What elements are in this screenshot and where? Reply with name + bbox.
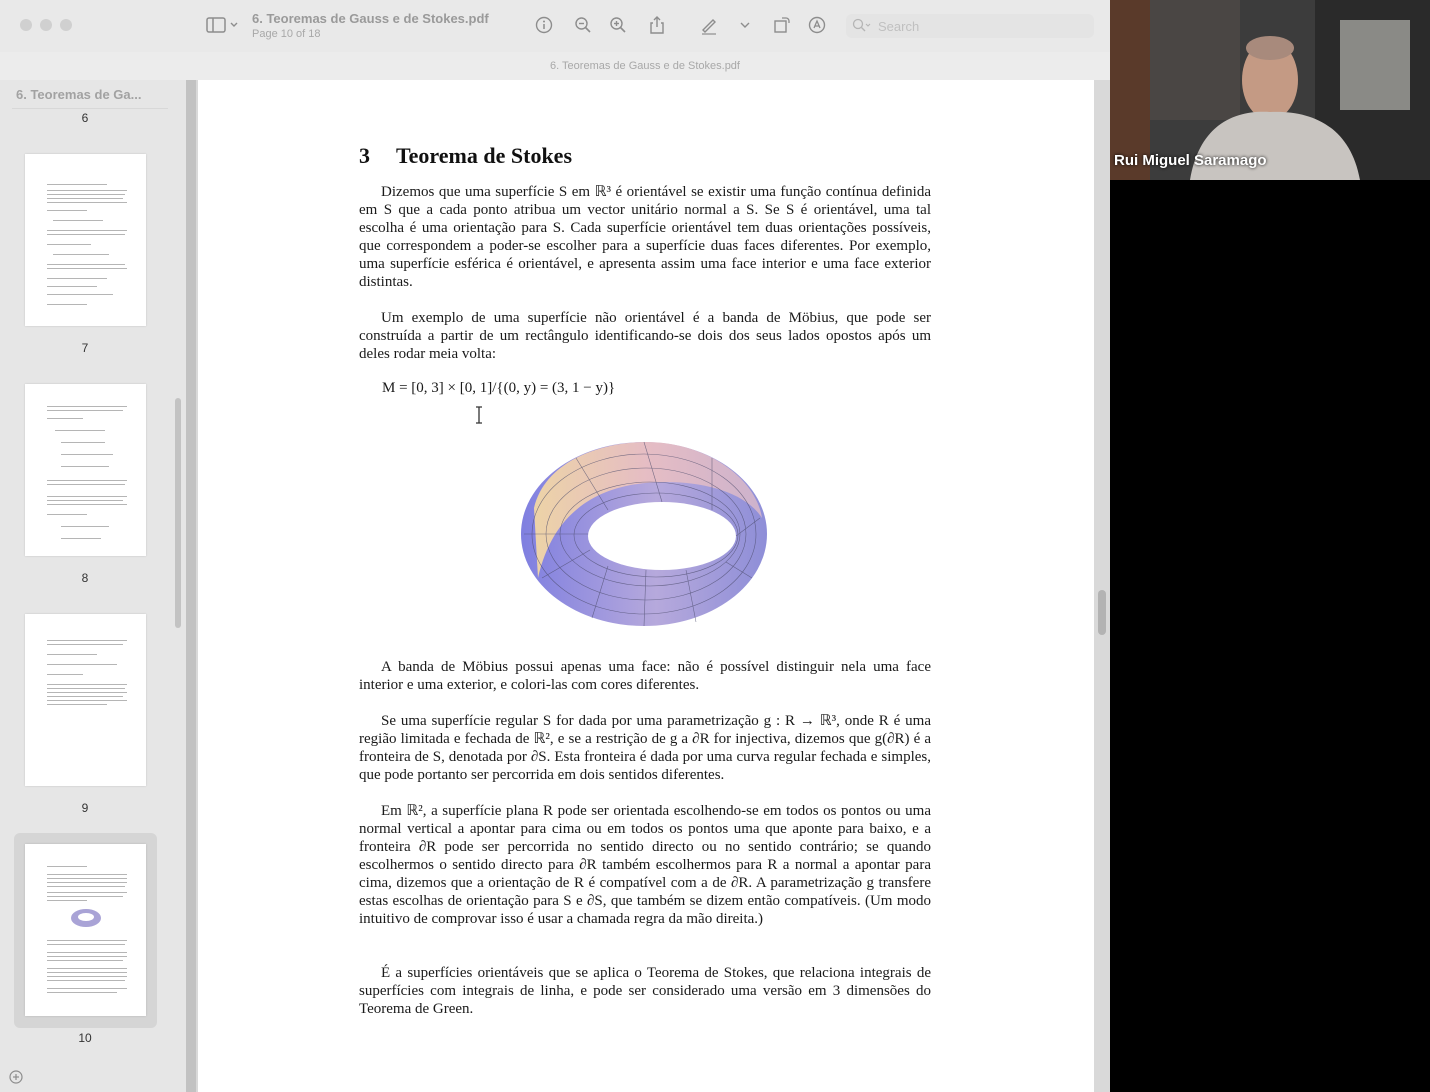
thumbnail-text-line — [47, 944, 125, 945]
thumbnail-text-line — [47, 304, 87, 305]
page-thumbnail-8[interactable] — [25, 384, 146, 556]
thumbnail-text-line — [47, 406, 127, 407]
thumbnail-text-line — [47, 900, 87, 901]
thumbnail-text-line — [47, 692, 127, 693]
zoom-out-icon[interactable] — [572, 14, 594, 36]
page-number-label: 9 — [81, 801, 89, 815]
thumbnail-text-line — [47, 640, 127, 641]
thumbnail-text-line — [47, 294, 113, 295]
thumbnail-text-line — [61, 454, 113, 455]
page-number-label: 10 — [78, 1031, 92, 1045]
thumbnail-text-line — [47, 696, 123, 697]
thumbnail-text-line — [47, 886, 125, 887]
thumbnail-text-line — [61, 466, 109, 467]
thumbnail-text-line — [53, 220, 103, 221]
thumbnail-text-line — [47, 972, 127, 973]
thumbnail-text-line — [47, 992, 117, 993]
thumbnail-text-line — [47, 410, 123, 411]
thumbnail-text-line — [61, 538, 101, 539]
thumbnail-text-line — [47, 234, 125, 235]
annotate-icon[interactable] — [806, 14, 828, 36]
paragraph-boundary: Se uma superfície regular S for dada por uma parametrização g : R → ℝ³, onde R é uma região limitada e fechada de ℝ², e se a restrição de g a ∂R for injectiva, dizemos que g(∂R) é a fronteira de S, denotada por ∂S. Esta fronteira é dada por uma curva regular fechada e simples, que pode portanto ser percorrida em dois sentidos diferentes. — [359, 713, 931, 783]
thumbnail-text-line — [47, 278, 107, 279]
thumbnail-text-line — [47, 980, 125, 981]
section-heading — [359, 143, 572, 169]
pdf-page-10 — [198, 80, 1094, 1092]
thumbnail-text-line — [47, 956, 127, 957]
mobius-band-figure — [516, 438, 772, 630]
thumbnail-text-line — [47, 896, 123, 897]
thumbnail-text-line — [47, 654, 97, 655]
paragraph-orientation-r2: Em ℝ², a superfície plana R pode ser orientada escolhendo-se em todos os pontos ou uma normal vertical a apontar para cima ou em todos os pontos uma que aponte para baixo, e a fronteira ∂R pode ser percorrida no sentido directo ou no sentido contrário; se quando escolhermos o sentido directo para ∂R também escolhermos para R a normal a apontar para cima, dizemos que a orientação de R é compatível com a de ∂R. A parametrização g transfere estas escolhas de orientação para S e ∂S, que também se dizem então compatíveis. (Um modo intuitivo de comprovar isso é usar a chamada regra da mão direita.) — [359, 803, 931, 927]
markup-pen-icon[interactable] — [698, 14, 720, 36]
thumbnail-text-line — [47, 882, 127, 883]
zoom-in-icon[interactable] — [607, 14, 629, 36]
thumbnail-text-line — [47, 514, 87, 515]
thumbnail-text-line — [47, 664, 117, 665]
thumbnail-text-line — [47, 866, 87, 867]
thumbnail-text-line — [47, 700, 127, 701]
thumbnail-text-line — [47, 244, 91, 245]
video-call-tile[interactable] — [1110, 0, 1430, 180]
thumbnail-text-line — [47, 496, 127, 497]
page-thumbnail-7[interactable] — [25, 154, 146, 326]
thumbnail-text-line — [47, 878, 127, 879]
thumbnail-text-line — [47, 500, 123, 501]
section-title: Teorema de Stokes — [396, 143, 572, 168]
page-number-label: 7 — [81, 341, 89, 355]
page-number-label: 6 — [81, 111, 89, 125]
thumbnail-text-line — [47, 264, 125, 265]
thumbnail-text-line — [47, 704, 107, 705]
toolbar — [0, 0, 1110, 52]
page-thumbnail-10[interactable] — [25, 844, 146, 1016]
page-number-label: 8 — [81, 571, 89, 585]
mobius-thumbnail-icon — [69, 906, 103, 930]
thumbnail-text-line — [47, 960, 123, 961]
chevron-down-icon[interactable] — [734, 14, 756, 36]
thumbnail-text-line — [61, 526, 109, 527]
thumbnail-text-line — [47, 190, 127, 191]
sidebar-toggle-icon[interactable] — [205, 14, 239, 36]
participant-name: Rui Miguel Saramago — [1114, 152, 1267, 169]
thumbnail-text-line — [47, 480, 127, 481]
thumbnail-text-line — [47, 644, 123, 645]
thumbnail-text-line — [47, 286, 97, 287]
thumbnail-text-line — [55, 430, 105, 431]
thumbnail-text-line — [47, 210, 87, 211]
add-page-icon[interactable] — [9, 1070, 23, 1084]
document-title: 6. Teoremas de Gauss e de Stokes.pdf — [252, 11, 489, 26]
page-indicator: Page 10 of 18 — [252, 28, 321, 40]
info-icon[interactable] — [533, 14, 555, 36]
share-icon[interactable] — [646, 14, 668, 36]
thumbnail-text-line — [47, 268, 127, 269]
sidebar-splitter[interactable] — [186, 80, 196, 1092]
thumbnail-text-line — [53, 254, 109, 255]
sidebar-scrollbar[interactable] — [175, 398, 181, 628]
sidebar-document-header[interactable]: 6. Teoremas de Ga... — [16, 87, 142, 102]
thumbnail-text-line — [47, 892, 127, 893]
mobius-formula: M = [0, 3] × [0, 1]/{(0, y) = (3, 1 − y)} — [382, 380, 616, 396]
search-field[interactable] — [846, 14, 1094, 38]
close-window-button[interactable] — [20, 19, 32, 31]
minimize-window-button[interactable] — [40, 19, 52, 31]
thumbnail-text-line — [47, 674, 83, 675]
search-icon — [852, 18, 872, 34]
thumbnail-text-line — [47, 184, 107, 185]
paragraph-stokes-intro: É a superfícies orientáveis que se aplica o Teorema de Stokes, que relaciona integrais de superfícies com integrais de linha, e pode ser considerado uma versão em 3 dimensões do Teorema de Green. — [359, 965, 931, 1017]
thumbnail-text-line — [47, 230, 127, 231]
text-cursor-icon — [474, 405, 484, 425]
thumbnail-text-line — [47, 202, 127, 203]
thumbnail-text-line — [47, 198, 123, 199]
thumbnail-text-line — [47, 684, 127, 685]
rotate-icon[interactable] — [771, 14, 793, 36]
thumbnail-text-line — [47, 874, 127, 875]
search-placeholder: Search — [878, 19, 920, 34]
thumbnail-sidebar — [0, 80, 186, 1092]
document-scrollbar[interactable] — [1098, 590, 1106, 635]
thumbnail-text-line — [47, 484, 125, 485]
section-number: 3 — [359, 143, 370, 168]
zoom-window-button[interactable] — [60, 19, 72, 31]
thumbnail-text-line — [47, 940, 127, 941]
paragraph-orientable: Dizemos que uma superfície S em ℝ³ é orientável se existir uma função contínua definida em S que a cada ponto atribua um vector unitário normal a S. Se S é orientável, uma tal escolha é uma orientação para S. Cada superfície orientável tem duas orientações possíveis, que correspondem a poder-se escolher para a superfície duas faces diferentes. Por exemplo, uma superfície esférica é orientável, e apresenta assim uma face interior e uma face exterior distintas. — [359, 184, 931, 290]
page-thumbnail-9[interactable] — [25, 614, 146, 786]
thumbnail-text-line — [47, 952, 127, 953]
thumbnail-text-line — [47, 194, 125, 195]
thumbnail-text-line — [47, 418, 83, 419]
paragraph-mobius-example: Um exemplo de uma superfície não orientável é a banda de Möbius, que pode ser construída a partir de um rectângulo identificando-se dois dos seus lados opostos após um deles rodar meia volta: — [359, 310, 931, 362]
sidebar-divider — [12, 108, 168, 109]
thumbnail-text-line — [47, 988, 127, 989]
window-subtitle: 6. Teoremas de Gauss e de Stokes.pdf — [0, 52, 1110, 80]
thumbnail-text-line — [47, 688, 125, 689]
paragraph-one-face: A banda de Möbius possui apenas uma face: não é possível distinguir nela uma face interior e uma exterior, e colori-las com cores diferentes. — [359, 659, 931, 693]
thumbnail-text-line — [47, 968, 127, 969]
thumbnail-text-line — [61, 442, 105, 443]
thumbnail-text-line — [47, 976, 127, 977]
thumbnail-text-line — [47, 504, 127, 505]
